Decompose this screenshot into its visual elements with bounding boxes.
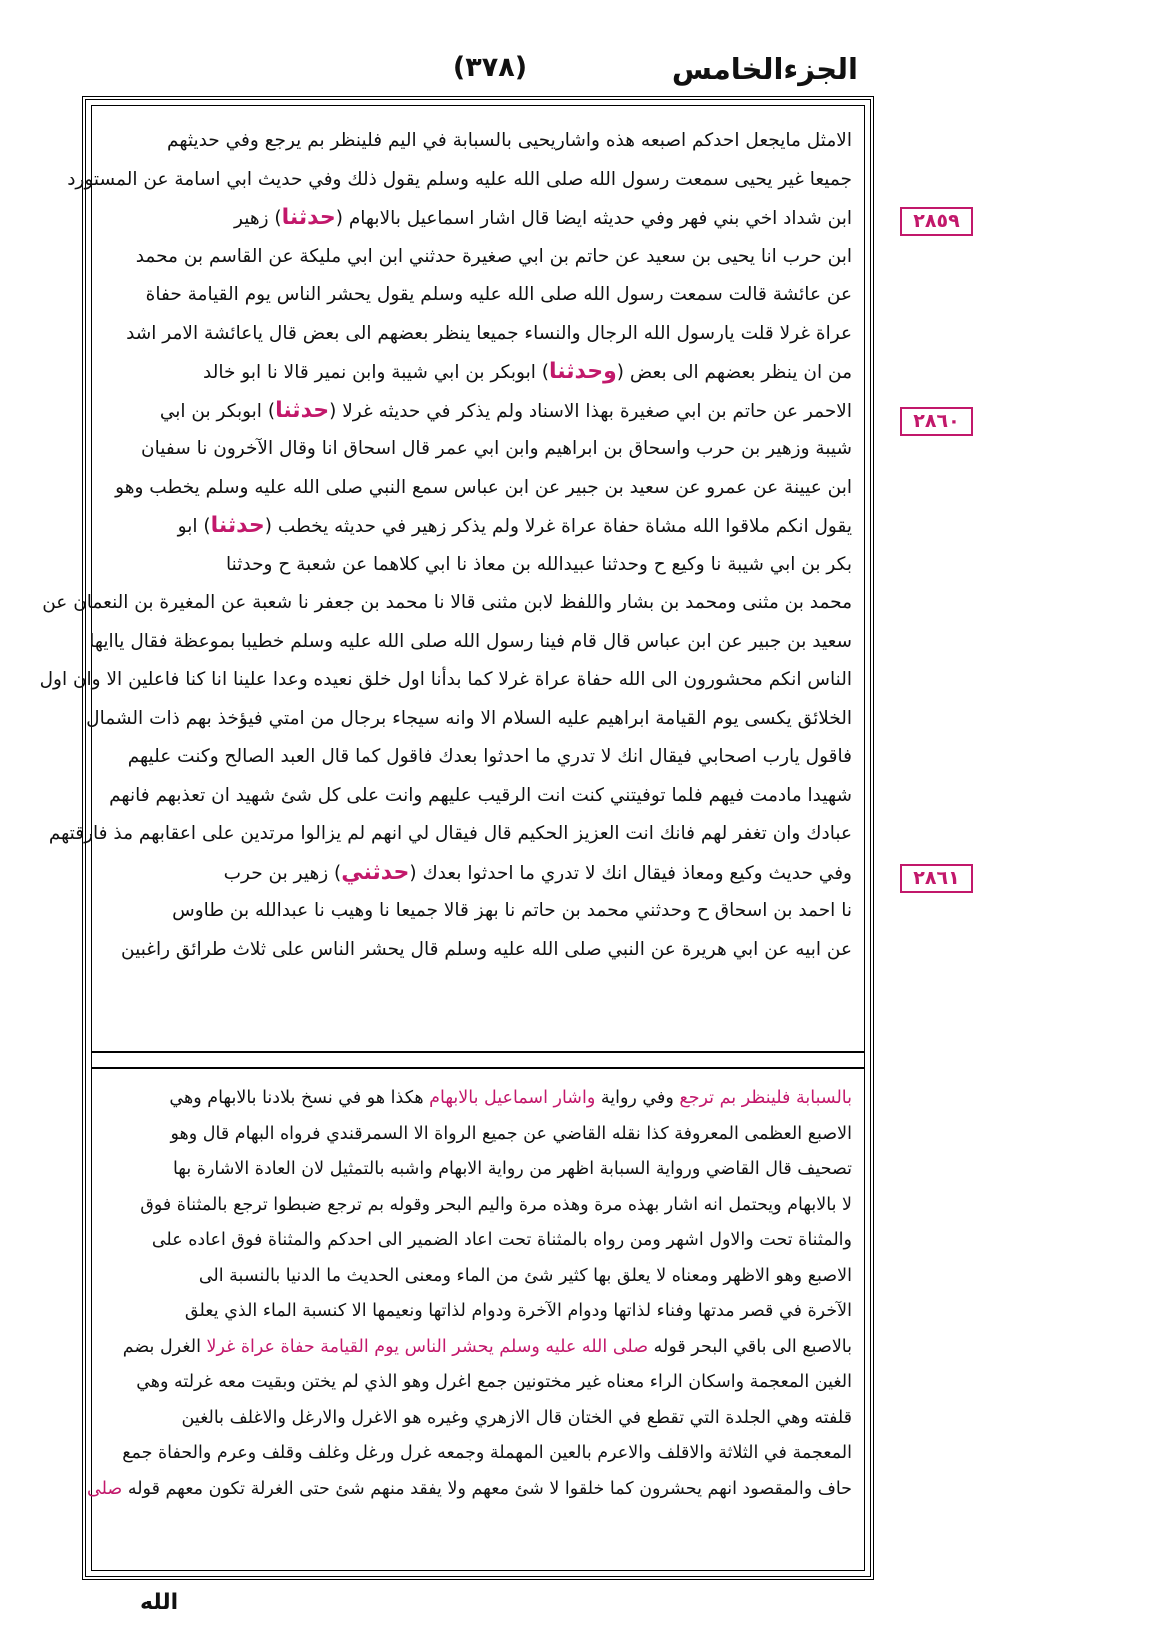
- line-text: ابو: [177, 516, 198, 537]
- line-text: بالاصبع الى باقي البحر قوله: [648, 1336, 852, 1357]
- commentary-line: [120, 1152, 852, 1188]
- main-text-line: الاحمر عن حاتم بن ابي صغيرة بهذا الاسناد ولم يذكر في حديثه غرلا (حدثنا) ابوبكر بن ابي: [159, 397, 852, 423]
- commentary-line: [120, 1365, 852, 1401]
- line-text: المعجمة في الثلاثة والاقلف والاعرم بالعين المهملة وجمعه غرل ورغل وغلف وقلف وعرم والحفاة جمع: [122, 1443, 852, 1463]
- main-text-line: [67, 161, 852, 200]
- line-text: عراة غرلا قلت يارسول الله الرجال والنساء جميعا ينظر بعضهم الى بعض قال ياعائشة الامر اشد: [126, 322, 852, 344]
- commentary-line: [120, 1330, 852, 1366]
- line-text: فاقول يارب اصحابي فيقال انك لا تدري ما احدثوا بعدك فاقول كما قال العبد الصالح وكنت عليهم: [127, 746, 852, 767]
- main-text-line: [109, 777, 852, 816]
- line-text: هكذا هو في نسخ بلادنا بالابهام وهي: [169, 1088, 430, 1108]
- line-text: نا احمد بن اسحاق ح وحدثني محمد بن حاتم نا بهز قالا جميعا نا وهيب نا عبدالله بن طاوس: [172, 900, 852, 921]
- line-text: زهير: [234, 208, 269, 229]
- line-text: قلفته وهي الجلدة التي تقطع في الختان قال الازهري وغيره هو الاغرل والارغل والاغلف بالغين: [181, 1407, 852, 1428]
- narration-keyword: حدثنا: [210, 513, 265, 538]
- main-text-line: وفي حديث وكيع ومعاذ فيقال انك لا تدري ما احدثوا بعدك (حدثني) زهير بن حرب: [223, 859, 852, 885]
- line-text: ابوبكر بن ابي شيبة وابن نمير قالا نا ابو خالد: [202, 362, 536, 383]
- hadith-number-2859: ٢٨٥٩: [900, 207, 973, 236]
- main-text-line: من ان ينظر بعضهم الى بعض (وحدثنا) ابوبكر بن ابي شيبة وابن نمير قالا نا ابو خالد: [202, 359, 852, 384]
- line-text: الاصبع العظمى المعروفة كذا نقله القاضي عن جميع الرواة الا السمرقندي فرواه البهام قال وهو: [170, 1123, 852, 1144]
- narration-keyword: حدثنا: [275, 397, 330, 423]
- main-text-line: [42, 584, 852, 623]
- line-text: حاف والمقصود انهم يحشرون كما خلقوا لا شئ معهم ولا يفقد منهم شئ حتى الغرلة تكون معهم قوله: [122, 1478, 852, 1499]
- commentary-line: [120, 1294, 852, 1330]
- main-text-line: ابن شداد اخي بني فهر وفي حديثه ايضا قال اشار اسماعيل بالابهام (حدثنا) زهير: [234, 205, 852, 230]
- line-text: ابوبكر بن ابي: [159, 400, 262, 422]
- line-text: الاحمر عن حاتم بن ابي صغيرة بهذا الاسناد ولم يذكر في حديثه غرلا: [342, 400, 852, 422]
- line-text: الناس انكم محشورون الى الله حفاة عراة غرلا كما بدأنا اول خلق نعيده وعدا علينا انا كنا فاعلين الا وان اول: [39, 669, 852, 690]
- hadith-number-2861: ٢٨٦١: [900, 864, 973, 893]
- main-text-line: [120, 238, 852, 277]
- commentary-line: [120, 1188, 852, 1224]
- line-text: الاصبع وهو الاظهر ومعناه لا يعلق بها كثير شئ من الماء ومعنى الحديث ما الدنيا بالنسبة الى: [198, 1265, 852, 1286]
- main-text-line: [89, 623, 852, 662]
- line-text: شهيدا مادمت فيهم فلما توفيتني كنت انت الرقيب عليهم وانت على كل شئ شهيد ان تعذبهم فانهم: [109, 784, 852, 806]
- commentary-line: [120, 1223, 852, 1259]
- commentary-line: [120, 1259, 852, 1295]
- commentary-text: [87, 1081, 852, 1551]
- section-divider: [92, 1051, 864, 1069]
- main-text-line: [120, 931, 852, 970]
- line-text: تصحيف قال القاضي ورواية السبابة اظهر من رواية الابهام واشبه بالتمثيل لان العادة الاشارة بها: [172, 1159, 852, 1179]
- line-text: زهير بن حرب: [223, 862, 329, 884]
- line-text: الغين المعجمة واسكان الراء معناه غير مختونين جمع اغرل وهو الذي لم يختن وبقيت معه غرلته وهي: [136, 1372, 852, 1392]
- line-text: شيبة وزهير بن حرب واسحاق بن ابراهيم وابن ابي عمر قال اسحاق انا وقال الآخرون نا سفيان: [141, 438, 852, 459]
- line-text: يقول انكم ملاقوا الله مشاة حفاة عراة غرلا ولم يذكر زهير في حديثه يخطب: [277, 516, 852, 537]
- volume-title: الجزءالخامس: [671, 52, 858, 86]
- commentary-line: [87, 1472, 852, 1508]
- line-text: والمثناة تحت والاول اشهر ومن رواه بالمثناة تحت اعاد الضمير الى احدكم والمثناة فوق اعاده على: [151, 1230, 852, 1250]
- main-text-line: [86, 700, 852, 739]
- commentary-line: [120, 1117, 852, 1153]
- line-text: وفي حديث وكيع ومعاذ فيقال انك لا تدري ما احدثوا بعدك: [422, 862, 852, 884]
- line-text: الغرل بضم: [122, 1336, 207, 1357]
- line-text: محمد بن مثنى ومحمد بن بشار واللفظ لابن مثنى قالا نا محمد بن جعفر نا شعبة عن المغيرة بن النعمان عن: [42, 592, 852, 613]
- main-hadith-text: [39, 122, 852, 1038]
- commentary-line: [120, 1436, 852, 1472]
- commentary-line: [120, 1401, 852, 1437]
- catchword: الله: [140, 1590, 179, 1615]
- line-text: ابن حرب انا يحيى بن سعيد عن حاتم بن ابي صغيرة حدثني ابن ابي مليكة عن القاسم بن محمد: [135, 245, 852, 267]
- highlighted-lemma: بالسبابة فلينظر بم ترجع: [679, 1088, 852, 1108]
- text-frame-inner: [39, 105, 865, 1571]
- main-text-line: [48, 815, 852, 854]
- line-text: سعيد بن جبير عن ابن عباس قال قام فينا رسول الله صلى الله عليه وسلم خطيبا بموعظة فقال ياايها: [89, 630, 852, 652]
- text-frame: [39, 96, 874, 1580]
- main-text-line: [120, 276, 852, 315]
- main-text-line: [120, 892, 852, 931]
- line-text: الخلائق يكسى يوم القيامة ابراهيم عليه السلام الا وانه سيجاء برجال من امتي فيؤخذ بهم ذات الشمال: [86, 707, 852, 729]
- main-text-line: [120, 315, 852, 354]
- commentary-line: [120, 1081, 852, 1117]
- line-text: عبادك وان تغفر لهم فانك انت العزيز الحكيم قال فيقال لي انهم لم يزالوا مرتدين على اعقابهم مذ فارقتهم: [48, 823, 852, 844]
- highlighted-lemma: صلى: [87, 1478, 123, 1499]
- highlighted-lemma: صلى الله عليه وسلم يحشر الناس يوم القيامة حفاة عراة غرلا: [206, 1336, 649, 1357]
- narration-keyword: وحدثنا: [549, 359, 617, 384]
- line-text: ابن عيينة عن عمرو عن سعيد بن جبير عن ابن عباس سمع النبي صلى الله عليه وسلم يخطب وهو: [115, 476, 852, 498]
- narration-keyword: حدثنا: [281, 205, 336, 230]
- main-text-line: [120, 430, 852, 469]
- line-text: من ان ينظر بعضهم الى بعض: [629, 362, 852, 383]
- line-text: ابن شداد اخي بني فهر وفي حديثه ايضا قال اشار اسماعيل بالابهام: [348, 208, 852, 229]
- page-number: (٣٧٨): [452, 52, 528, 83]
- line-text: بكر بن ابي شيبة نا وكيع ح وحدثنا عبيدالله بن معاذ نا ابي كلاهما عن شعبة ح وحدثنا: [226, 553, 852, 575]
- main-text-line: [39, 661, 852, 700]
- hadith-number-2860: ٢٨٦٠: [900, 407, 973, 436]
- main-text-line: [115, 469, 852, 508]
- main-text-line: [120, 546, 852, 585]
- main-text-line: [120, 122, 852, 161]
- main-text-line: يقول انكم ملاقوا الله مشاة حفاة عراة غرلا ولم يذكر زهير في حديثه يخطب (حدثنا) ابو: [177, 513, 852, 538]
- line-text: عن عائشة قالت سمعت رسول الله صلى الله عليه وسلم يقول يحشر الناس يوم القيامة حفاة: [145, 284, 852, 305]
- highlighted-lemma: واشار اسماعيل بالابهام: [429, 1088, 596, 1108]
- line-text: وفي رواية: [595, 1088, 680, 1108]
- line-text: عن ابيه عن ابي هريرة عن النبي صلى الله عليه وسلم قال يحشر الناس على ثلاث طرائق راغبين: [121, 938, 852, 960]
- line-text: جميعا غير يحيى سمعت رسول الله صلى الله عليه وسلم يقول ذلك وفي حديث ابي اسامة عن المستورد: [67, 168, 852, 190]
- main-text-line: [120, 738, 852, 777]
- line-text: الامثل مايجعل احدكم اصبعه هذه واشاريحيى بالسبابة في اليم فلينظر بم يرجع وفي حديثهم: [167, 130, 852, 151]
- line-text: الآخرة في قصر مدتها وفناء لذاتها ودوام الآخرة ودوام لذاتها ونعيمها الا كنسبة الماء الذي يعلق: [184, 1301, 852, 1321]
- line-text: لا بالابهام ويحتمل انه اشار بهذه مرة وهذه مرة واليم البحر وقوله بم ترجع ضبطوا ترجع بالمثناة فوق: [140, 1194, 852, 1215]
- narration-keyword: حدثني: [341, 859, 410, 885]
